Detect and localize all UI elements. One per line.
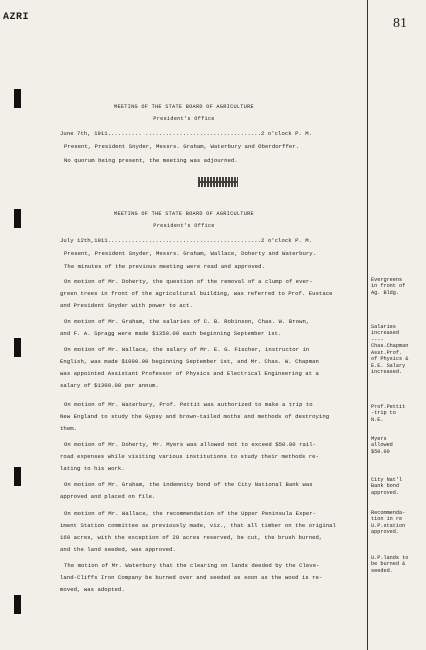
attendance-line: Present, President Snyder, Messrs. Graham, Wallace, Doherty and Waterbury. <box>64 250 317 257</box>
motion-line: green trees in front of the agricultural building, was referred to Prof. Eustace <box>60 290 333 297</box>
motion-line: lating to his work. <box>60 465 125 472</box>
motion-line: salary of $1300.00 per annum. <box>60 382 159 389</box>
motion-line: approved and placed on file. <box>60 493 156 500</box>
motion-line: New England to study the Gypsy and brown-tailed moths and methods of destroying <box>60 413 330 420</box>
motion-line: them. <box>60 425 78 432</box>
motion-line: The motion of Mr. Waterbury that the clearing on lands deeded by the Cleve- <box>64 562 320 569</box>
meeting-place: President's Office <box>153 116 215 122</box>
motion-line: moved, was adopted. <box>60 586 125 593</box>
motion-line: road expenses while visiting various institutions to study their methods re- <box>60 453 319 460</box>
motion-line: land-Cliffs Iron Company be burned over and seeded as soon as the wood is re- <box>60 574 323 581</box>
strikeout-stamp <box>198 177 238 187</box>
margin-note: U.P.lands to be burned & seeded. <box>371 555 409 574</box>
margin-note: Recommenda- tion in re U.P.station approved. <box>371 510 406 536</box>
motion-line: On motion of Mr. Wallace, the salary of Mr. E. G. Fischer, instructor in <box>64 346 310 353</box>
attendance-line: Present, President Snyder, Messrs. Graham, Waterbury and Oberdorffer. <box>64 143 300 150</box>
motion-line: On motion of Mr. Graham, the indemnity bond of the City National Bank was <box>64 481 313 488</box>
margin-note: Salaries increased <box>371 324 400 337</box>
motion-line: iment Station committee as previously made, viz., that all timber on the original <box>60 522 336 529</box>
margin-note: Myers allowed $50.00 <box>371 436 393 455</box>
motion-line: and F. A. Spragg were made $1350.00 each beginning September 1st. <box>60 330 282 337</box>
motion-line: was appointed Assistant Professor of Physics and Electrical Engineering at a <box>60 370 319 377</box>
meeting-place: President's Office <box>153 223 215 229</box>
margin-note: Prof.Pettit -trip to N.E. <box>371 404 406 423</box>
binder-hole-mark <box>14 467 21 486</box>
binder-hole-mark <box>14 338 21 357</box>
motion-line: On motion of Mr. Graham, the salaries of C. B. Robinson, Chas. W. Brown, <box>64 318 310 325</box>
minutes-line: The minutes of the previous meeting were read and approved. <box>64 263 266 270</box>
quorum-line: No quorum being present, the meeting was adjourned. <box>64 157 238 164</box>
motion-line: On motion of Mr. Doherty, Mr. Myers was allowed not to exceed $50.00 rail- <box>64 441 317 448</box>
margin-note: Evergreens in front of Ag. Bldg. <box>371 277 406 296</box>
motion-line: English, was made $1000.00 beginning September 1st, and Mr. Chas. W. Chapman <box>60 358 319 365</box>
motion-line: On motion of Mr. Wallace, the recommendation of the Upper Peninsula Exper- <box>64 510 317 517</box>
motion-line: and the land seeded, was approved. <box>60 546 176 553</box>
motion-line: On motion of Mr. Waterbury, Prof. Pettit was authorized to make a trip to <box>64 401 313 408</box>
page-number: 81 <box>393 16 407 31</box>
margin-note: City Nat'l Bank bond approved. <box>371 477 403 496</box>
meeting-title: MEETING OF THE STATE BOARD OF AGRICULTURE <box>114 211 254 217</box>
motion-line: 160 acres, with the exception of 20 acres reserved, be cut, the brush burned, <box>60 534 323 541</box>
motion-line: On motion of Mr. Doherty, the question of the removal of a clump of ever- <box>64 278 313 285</box>
motion-line: and President Snyder with power to act. <box>60 302 193 309</box>
file-code: AZRI <box>3 12 30 23</box>
margin-note: ---- Chas.Chapman Asst.Prof. of Physics & E.E. Salary increased. <box>371 337 409 376</box>
binder-hole-mark <box>14 595 21 614</box>
meeting-title: MEETING OF THE STATE BOARD OF AGRICULTURE <box>114 104 254 110</box>
meeting-date-line: July 12th,1911.............................................2 o'clock P. M. <box>60 237 313 244</box>
meeting-date-line: June 7th, 1911.......... ..................................2 o'clock P. M. <box>60 130 313 137</box>
